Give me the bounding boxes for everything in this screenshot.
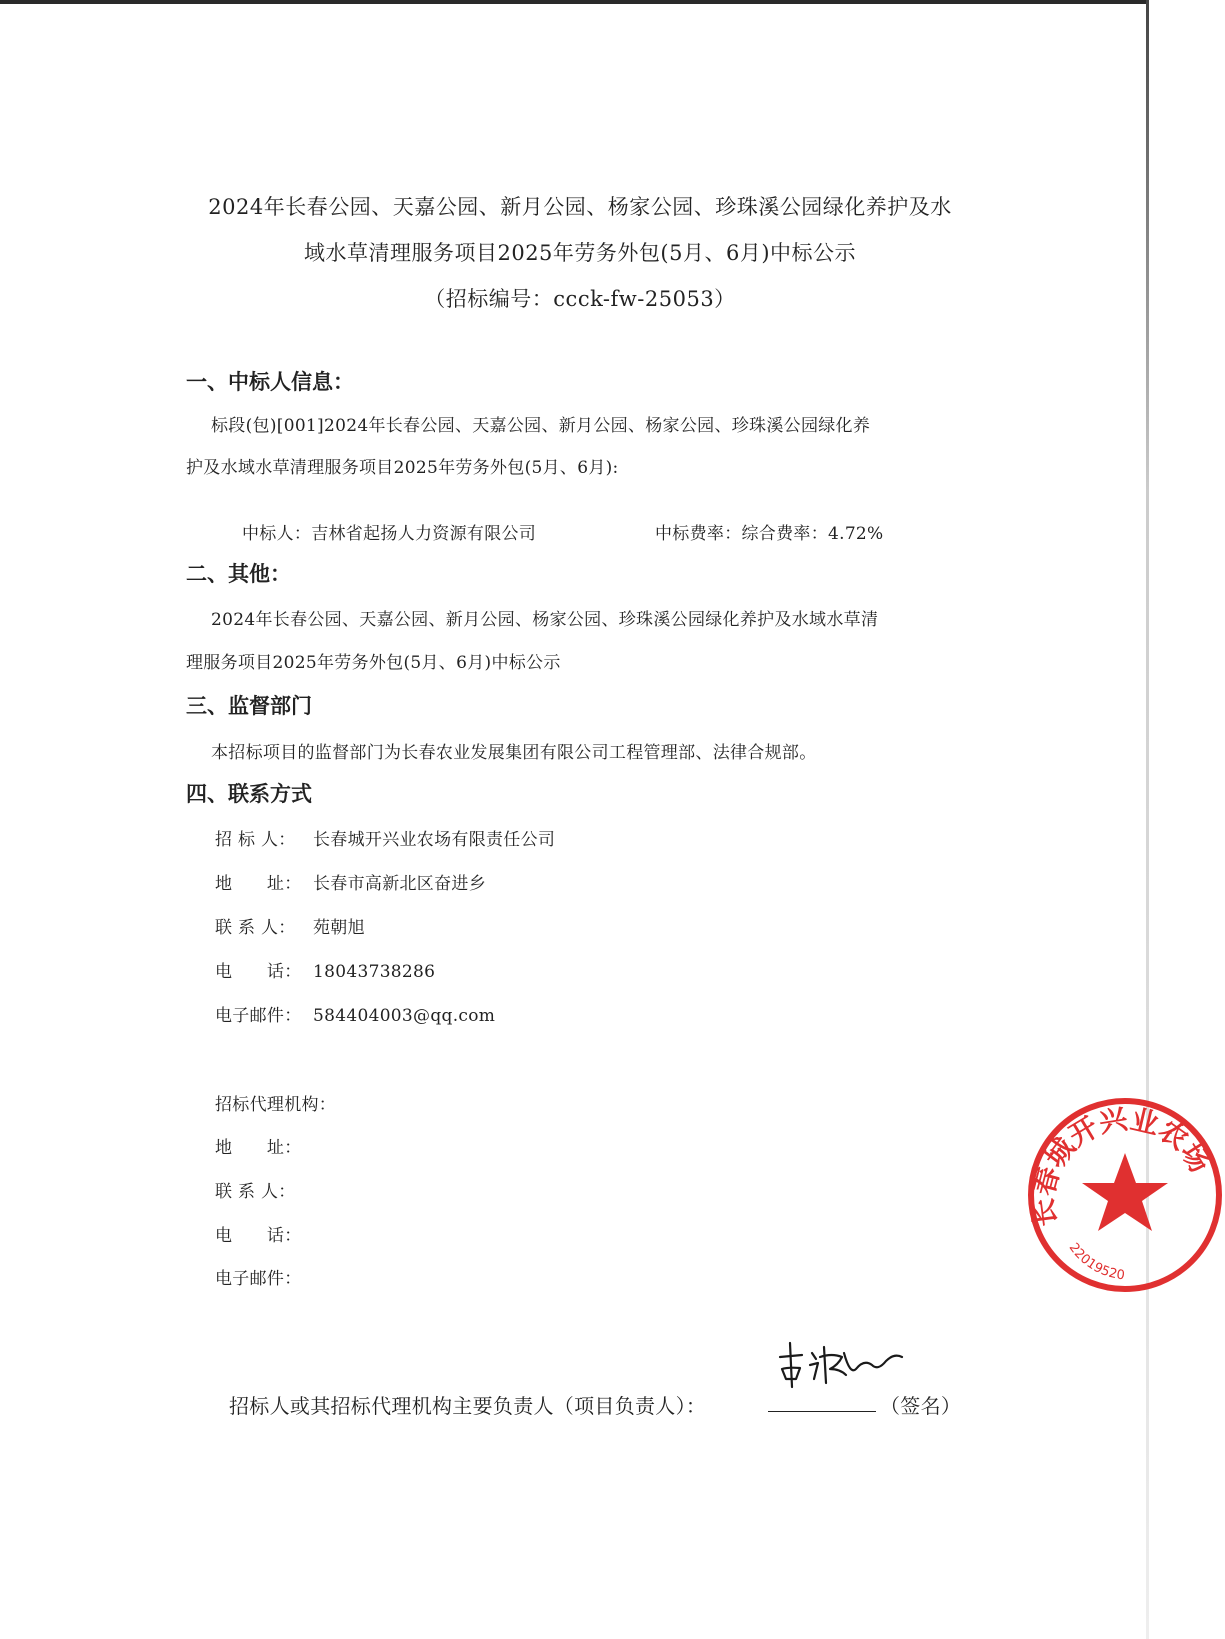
title-line-1: 2024年长春公园、天嘉公园、新月公园、杨家公园、珍珠溪公园绿化养护及水: [208, 195, 952, 219]
section-1-text-line-1: 标段(包)[001]2024年长春公园、天嘉公园、新月公园、杨家公园、珍珠溪公园绿化养: [211, 416, 871, 436]
seal-star: [1082, 1153, 1168, 1231]
winner-name: 中标人：吉林省起扬人力资源有限公司: [242, 524, 537, 544]
contact-value: 长春市高新北区奋进乡: [313, 874, 486, 894]
contact-label: 电 话：: [215, 962, 302, 982]
contact-value: 长春城开兴业农场有限责任公司: [313, 830, 556, 850]
company-seal: [1025, 1095, 1225, 1295]
handwritten-signature: [760, 1335, 910, 1395]
seal-text: 长春城开兴业农场: [1026, 1102, 1217, 1229]
agency-email-label: 电子邮件：: [215, 1269, 302, 1289]
agency-contact-label: 联 系 人：: [215, 1182, 296, 1202]
agency-address-label: 地 址：: [215, 1138, 302, 1158]
agency-phone-label: 电 话：: [215, 1226, 302, 1246]
winner-fee: 中标费率：综合费率：4.72%: [655, 524, 884, 544]
section-4-heading: 四、联系方式: [186, 781, 312, 806]
contact-value: 18043738286: [313, 962, 436, 982]
contact-label: 联 系 人：: [215, 918, 296, 938]
scan-top-edge: [0, 0, 1149, 4]
contact-label: 电子邮件：: [215, 1006, 302, 1026]
contact-person: [215, 913, 365, 938]
signature-line: [768, 1411, 876, 1412]
contact-label: 招 标 人：: [215, 830, 296, 850]
scan-right-edge: [1146, 0, 1149, 1639]
section-3-heading: 三、监督部门: [186, 693, 312, 718]
contact-value: 苑朝旭: [313, 918, 365, 938]
signature-prompt: 招标人或其招标代理机构主要负责人（项目负责人）：: [229, 1394, 707, 1418]
agency-title: 招标代理机构：: [215, 1095, 337, 1115]
contact-address: [215, 869, 486, 894]
title-line-2: 域水草清理服务项目2025年劳务外包(5月、6月)中标公示: [303, 241, 857, 265]
contact-phone: [215, 957, 435, 982]
section-3-text: 本招标项目的监督部门为长春农业发展集团有限公司工程管理部、法律合规部。: [211, 743, 817, 763]
section-1-text-line-2: 护及水域水草清理服务项目2025年劳务外包(5月、6月):: [186, 458, 619, 478]
title-line-3: （招标编号：ccck-fw-25053）: [424, 287, 736, 311]
section-2-text-line-2: 理服务项目2025年劳务外包(5月、6月)中标公示: [186, 653, 561, 673]
contact-label: 地 址：: [215, 874, 302, 894]
contact-tenderer: [215, 825, 555, 850]
contact-value: 584404003@qq.com: [313, 1006, 496, 1026]
contact-email: [215, 1001, 495, 1026]
seal-number: 22019520: [1065, 1240, 1126, 1284]
section-1-heading: 一、中标人信息：: [186, 369, 354, 394]
section-2-text-line-1: 2024年长春公园、天嘉公园、新月公园、杨家公园、珍珠溪公园绿化养护及水域水草清: [211, 610, 879, 630]
signature-suffix: （签名）: [880, 1394, 962, 1418]
section-2-heading: 二、其他：: [186, 561, 291, 586]
